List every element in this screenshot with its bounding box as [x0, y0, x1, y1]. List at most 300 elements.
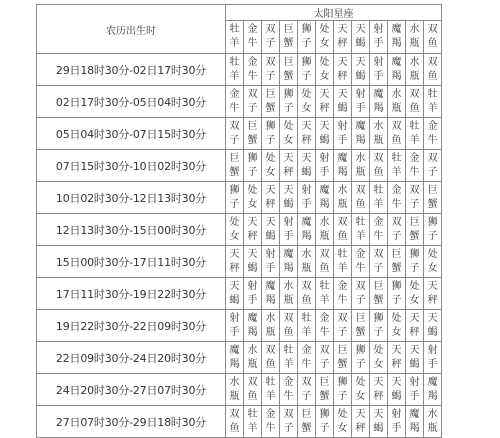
sign-label: 金牛 — [409, 152, 420, 178]
header-sign-cell — [388, 21, 406, 54]
sign-label: 双子 — [409, 184, 420, 210]
sign-cell — [262, 118, 280, 150]
sign-label: 魔羯 — [319, 184, 330, 210]
sign-cell — [406, 182, 424, 214]
sign-cell — [352, 182, 370, 214]
sign-label: 牡羊 — [229, 56, 240, 82]
table-row — [37, 342, 442, 374]
sign-cell — [388, 310, 406, 342]
sign-cell — [280, 118, 298, 150]
lunar-time-range: 07日15时30分-10日02时30分 — [37, 150, 226, 182]
zodiac-table — [36, 4, 442, 438]
sign-label: 魔羯 — [373, 88, 384, 114]
header-sign-cell — [226, 21, 244, 54]
sign-cell — [226, 310, 244, 342]
sign-label: 射手 — [265, 248, 276, 274]
sign-label: 天蝎 — [391, 376, 402, 402]
sign-label: 处女 — [409, 280, 420, 306]
sign-label: 处女 — [319, 56, 330, 82]
sign-cell — [316, 342, 334, 374]
sign-cell — [262, 54, 280, 86]
sign-cell — [244, 150, 262, 182]
sign-label: 射手 — [337, 120, 348, 146]
sign-label: 处女 — [265, 152, 276, 178]
sign-label: 天秤 — [301, 120, 312, 146]
sign-cell — [424, 342, 442, 374]
sign-label: 狮子 — [355, 344, 366, 370]
sign-cell — [334, 214, 352, 246]
sign-cell — [388, 86, 406, 118]
sign-cell — [370, 86, 388, 118]
sign-cell — [406, 214, 424, 246]
sign-label: 天蝎 — [265, 216, 276, 242]
sign-label: 双鱼 — [283, 312, 294, 338]
sign-cell — [244, 86, 262, 118]
sign-label: 双子 — [337, 312, 348, 338]
sign-label: 射手 — [319, 152, 330, 178]
sign-cell — [406, 310, 424, 342]
sign-cell — [226, 342, 244, 374]
sign-label: 金牛 — [301, 344, 312, 370]
sign-label: 狮子 — [283, 88, 294, 114]
sign-label: 牡羊 — [319, 280, 330, 306]
table-header — [37, 5, 442, 54]
sign-label: 天秤 — [391, 344, 402, 370]
sign-cell — [334, 118, 352, 150]
sign-label: 金牛 — [265, 408, 276, 434]
sign-cell — [424, 406, 442, 438]
sign-cell — [334, 54, 352, 86]
sign-label: 天秤 — [319, 88, 330, 114]
sign-cell — [262, 406, 280, 438]
sign-cell — [352, 342, 370, 374]
sign-cell — [406, 86, 424, 118]
sign-label: 天蝎 — [247, 248, 258, 274]
sign-cell — [424, 214, 442, 246]
lunar-time-range: 29日18时30分-02日17时30分 — [37, 54, 226, 86]
sign-cell — [280, 342, 298, 374]
sign-cell — [298, 406, 316, 438]
lunar-time-range: 19日22时30分-22日09时30分 — [37, 310, 226, 342]
sign-label: 巨蟹 — [247, 120, 258, 146]
sign-label: 金牛 — [391, 184, 402, 210]
sign-label: 巨蟹 — [265, 88, 276, 114]
sign-cell — [226, 54, 244, 86]
header-sign-cell — [316, 21, 334, 54]
header-sign-cell — [298, 21, 316, 54]
sign-cell — [388, 374, 406, 406]
sign-label: 巨蟹 — [229, 152, 240, 178]
sign-cell — [370, 310, 388, 342]
table-row — [37, 278, 442, 310]
sign-cell — [280, 54, 298, 86]
sign-cell — [352, 278, 370, 310]
sign-label: 双鱼 — [409, 88, 420, 114]
sign-cell — [316, 118, 334, 150]
sign-label: 金牛 — [229, 88, 240, 114]
sign-label: 双鱼 — [391, 120, 402, 146]
sign-label: 水瓶 — [319, 216, 330, 242]
header-sign-label: 魔羯 — [391, 24, 402, 49]
sign-cell — [406, 118, 424, 150]
sign-label: 魔羯 — [409, 408, 420, 434]
header-sign-label: 双子 — [265, 24, 276, 49]
sign-cell — [262, 310, 280, 342]
sign-label: 牡羊 — [301, 312, 312, 338]
sign-label: 牡羊 — [247, 408, 258, 434]
sign-cell — [316, 86, 334, 118]
sign-cell — [352, 246, 370, 278]
sign-cell — [316, 310, 334, 342]
sign-cell — [226, 374, 244, 406]
sign-label: 天蝎 — [229, 280, 240, 306]
sign-label: 双鱼 — [301, 280, 312, 306]
sign-label: 双子 — [247, 88, 258, 114]
header-sign-cell — [244, 21, 262, 54]
sign-label: 射手 — [229, 312, 240, 338]
sign-label: 牡羊 — [427, 88, 438, 114]
sign-label: 狮子 — [373, 312, 384, 338]
sign-label: 天蝎 — [301, 152, 312, 178]
sign-label: 天秤 — [229, 248, 240, 274]
sign-label: 狮子 — [427, 216, 438, 242]
sign-cell — [280, 86, 298, 118]
table-row — [37, 374, 442, 406]
sign-cell — [388, 214, 406, 246]
header-sign-cell — [370, 21, 388, 54]
sign-cell — [424, 118, 442, 150]
lunar-time-range: 22日09时30分-24日20时30分 — [37, 342, 226, 374]
sign-label: 射手 — [301, 184, 312, 210]
table-row — [37, 86, 442, 118]
sign-label: 金牛 — [427, 120, 438, 146]
sign-label: 牡羊 — [391, 152, 402, 178]
sign-label: 金牛 — [319, 312, 330, 338]
sign-label: 射手 — [409, 376, 420, 402]
sign-cell — [262, 182, 280, 214]
sign-label: 天蝎 — [283, 184, 294, 210]
sign-cell — [280, 278, 298, 310]
sign-cell — [406, 54, 424, 86]
sign-label: 天蝎 — [427, 312, 438, 338]
sign-label: 天秤 — [265, 184, 276, 210]
sign-label: 金牛 — [283, 376, 294, 402]
sign-cell — [406, 278, 424, 310]
sign-cell — [226, 278, 244, 310]
sign-cell — [316, 182, 334, 214]
sign-cell — [370, 182, 388, 214]
sign-cell — [280, 214, 298, 246]
sign-cell — [388, 150, 406, 182]
sign-label: 射手 — [247, 280, 258, 306]
sign-cell — [244, 118, 262, 150]
sign-label: 魔羯 — [301, 216, 312, 242]
sign-label: 牡羊 — [373, 184, 384, 210]
sign-label: 双子 — [319, 344, 330, 370]
sign-label: 狮子 — [319, 408, 330, 434]
sign-cell — [262, 246, 280, 278]
sign-label: 处女 — [355, 376, 366, 402]
sign-label: 天蝎 — [409, 344, 420, 370]
sign-label: 魔羯 — [265, 280, 276, 306]
sign-label: 牡羊 — [283, 344, 294, 370]
sign-label: 双鱼 — [229, 408, 240, 434]
sign-label: 双鱼 — [265, 344, 276, 370]
sign-label: 处女 — [247, 184, 258, 210]
sign-cell — [406, 406, 424, 438]
sign-label: 处女 — [229, 216, 240, 242]
sign-cell — [424, 310, 442, 342]
sign-label: 水瓶 — [229, 376, 240, 402]
sign-cell — [352, 86, 370, 118]
sign-label: 水瓶 — [265, 312, 276, 338]
lunar-time-range: 10日02时30分-12日13时30分 — [37, 182, 226, 214]
sign-label: 水瓶 — [427, 408, 438, 434]
sign-cell — [298, 182, 316, 214]
sign-label: 处女 — [427, 248, 438, 274]
sign-label: 双子 — [301, 376, 312, 402]
header-sign-label: 牡羊 — [229, 24, 240, 49]
sign-cell — [334, 86, 352, 118]
sign-cell — [388, 246, 406, 278]
sign-cell — [262, 214, 280, 246]
sign-cell — [226, 406, 244, 438]
sign-cell — [370, 118, 388, 150]
sign-cell — [280, 246, 298, 278]
sun-sign-header: 太阳星座 — [226, 5, 442, 21]
table-row — [37, 310, 442, 342]
sign-label: 天蝎 — [355, 56, 366, 82]
sign-label: 双子 — [265, 56, 276, 82]
sign-cell — [280, 406, 298, 438]
sign-cell — [244, 342, 262, 374]
sign-label: 魔羯 — [391, 56, 402, 82]
header-sign-cell — [334, 21, 352, 54]
sign-cell — [226, 118, 244, 150]
sign-cell — [370, 406, 388, 438]
sign-label: 狮子 — [409, 248, 420, 274]
table-row — [37, 118, 442, 150]
sign-cell — [244, 182, 262, 214]
table-body — [37, 54, 442, 438]
sign-cell — [334, 342, 352, 374]
sign-cell — [424, 150, 442, 182]
sign-cell — [280, 374, 298, 406]
sign-cell — [424, 278, 442, 310]
sign-cell — [316, 54, 334, 86]
sign-label: 处女 — [373, 344, 384, 370]
sign-cell — [226, 86, 244, 118]
sign-cell — [352, 150, 370, 182]
sign-cell — [244, 54, 262, 86]
lunar-time-range: 17日11时30分-19日22时30分 — [37, 278, 226, 310]
sign-label: 水瓶 — [337, 184, 348, 210]
sign-label: 狮子 — [265, 120, 276, 146]
sign-label: 牡羊 — [355, 216, 366, 242]
sign-cell — [298, 342, 316, 374]
sign-cell — [406, 150, 424, 182]
sign-cell — [370, 278, 388, 310]
sign-cell — [406, 342, 424, 374]
sign-label: 狮子 — [229, 184, 240, 210]
sign-label: 魔羯 — [355, 120, 366, 146]
sign-label: 巨蟹 — [319, 376, 330, 402]
lunar-time-range: 02日17时30分-05日04时30分 — [37, 86, 226, 118]
sign-cell — [280, 182, 298, 214]
sign-label: 巨蟹 — [355, 312, 366, 338]
sign-cell — [244, 406, 262, 438]
sign-label: 巨蟹 — [283, 56, 294, 82]
sign-cell — [388, 182, 406, 214]
sign-cell — [352, 310, 370, 342]
sign-cell — [244, 278, 262, 310]
sign-label: 双子 — [283, 408, 294, 434]
sign-cell — [280, 150, 298, 182]
sign-label: 天秤 — [337, 56, 348, 82]
sign-cell — [424, 374, 442, 406]
sign-label: 双子 — [229, 120, 240, 146]
sign-label: 狮子 — [247, 152, 258, 178]
header-sign-label: 射手 — [373, 24, 384, 49]
sign-label: 巨蟹 — [409, 216, 420, 242]
sign-cell — [244, 246, 262, 278]
sign-cell — [226, 214, 244, 246]
header-sign-cell — [352, 21, 370, 54]
sign-label: 双鱼 — [373, 152, 384, 178]
sign-label: 双鱼 — [355, 184, 366, 210]
sign-cell — [406, 246, 424, 278]
sign-cell — [352, 214, 370, 246]
sign-cell — [244, 310, 262, 342]
sign-label: 水瓶 — [301, 248, 312, 274]
sign-label: 巨蟹 — [427, 184, 438, 210]
sign-cell — [298, 54, 316, 86]
sign-cell — [298, 278, 316, 310]
sign-label: 牡羊 — [337, 248, 348, 274]
sign-cell — [334, 310, 352, 342]
lunar-time-range: 05日04时30分-07日15时30分 — [37, 118, 226, 150]
sign-cell — [388, 342, 406, 374]
sign-cell — [298, 214, 316, 246]
sign-label: 水瓶 — [355, 152, 366, 178]
header-row-top — [37, 5, 442, 21]
sign-label: 双子 — [427, 152, 438, 178]
sign-label: 狮子 — [391, 280, 402, 306]
sign-cell — [388, 118, 406, 150]
sign-label: 水瓶 — [409, 56, 420, 82]
sign-label: 双子 — [373, 248, 384, 274]
sign-cell — [298, 118, 316, 150]
table-row — [37, 246, 442, 278]
sign-label: 处女 — [391, 312, 402, 338]
sign-cell — [370, 342, 388, 374]
header-sign-label: 处女 — [319, 24, 330, 49]
header-sign-cell — [280, 21, 298, 54]
sign-cell — [316, 374, 334, 406]
sign-label: 水瓶 — [373, 120, 384, 146]
sign-cell — [262, 278, 280, 310]
sign-cell — [298, 150, 316, 182]
sign-cell — [352, 118, 370, 150]
sign-cell — [316, 214, 334, 246]
sign-cell — [388, 406, 406, 438]
sign-cell — [334, 150, 352, 182]
sign-label: 天蝎 — [337, 88, 348, 114]
header-sign-cell — [424, 21, 442, 54]
sign-cell — [262, 374, 280, 406]
table-row — [37, 54, 442, 86]
sign-label: 牡羊 — [409, 120, 420, 146]
sign-label: 天蝎 — [319, 120, 330, 146]
sign-label: 水瓶 — [391, 88, 402, 114]
sign-label: 魔羯 — [283, 248, 294, 274]
sign-label: 狮子 — [337, 376, 348, 402]
sign-label: 射手 — [391, 408, 402, 434]
lunar-time-range: 15日00时30分-17日11时30分 — [37, 246, 226, 278]
sign-label: 双鱼 — [427, 56, 438, 82]
sign-label: 处女 — [337, 408, 348, 434]
sign-label: 双鱼 — [319, 248, 330, 274]
sign-cell — [370, 54, 388, 86]
sign-label: 水瓶 — [283, 280, 294, 306]
sign-label: 魔羯 — [229, 344, 240, 370]
header-sign-label: 天秤 — [337, 24, 348, 49]
sign-cell — [424, 246, 442, 278]
sign-cell — [334, 374, 352, 406]
lunar-time-range: 27日07时30分-29日18时30分 — [37, 406, 226, 438]
header-sign-label: 巨蟹 — [283, 24, 294, 49]
table-row — [37, 214, 442, 246]
sign-cell — [370, 374, 388, 406]
sign-cell — [280, 310, 298, 342]
sign-cell — [388, 54, 406, 86]
sign-label: 天秤 — [427, 280, 438, 306]
header-sign-label: 水瓶 — [409, 24, 420, 49]
sign-label: 射手 — [283, 216, 294, 242]
sign-cell — [226, 246, 244, 278]
sign-label: 巨蟹 — [391, 248, 402, 274]
sign-cell — [370, 246, 388, 278]
sign-label: 巨蟹 — [301, 408, 312, 434]
sign-cell — [334, 406, 352, 438]
lunar-birth-time-header: 农历出生时 — [37, 5, 226, 54]
table-row — [37, 406, 442, 438]
sign-cell — [406, 374, 424, 406]
sign-label: 天秤 — [355, 408, 366, 434]
sign-cell — [316, 406, 334, 438]
sign-label: 水瓶 — [247, 344, 258, 370]
sign-cell — [352, 374, 370, 406]
sign-cell — [334, 246, 352, 278]
sign-label: 金牛 — [373, 216, 384, 242]
sign-label: 金牛 — [355, 248, 366, 274]
header-sign-label: 金牛 — [247, 24, 258, 49]
sign-cell — [298, 246, 316, 278]
sign-cell — [244, 214, 262, 246]
lunar-time-range: 12日13时30分-15日00时30分 — [37, 214, 226, 246]
sign-label: 狮子 — [301, 56, 312, 82]
sign-label: 魔羯 — [337, 152, 348, 178]
sign-label: 处女 — [301, 88, 312, 114]
sign-cell — [334, 278, 352, 310]
lunar-time-range: 24日20时30分-27日07时30分 — [37, 374, 226, 406]
sign-label: 双鱼 — [337, 216, 348, 242]
sign-label: 天蝎 — [373, 408, 384, 434]
sign-label: 处女 — [283, 120, 294, 146]
sign-label: 双子 — [391, 216, 402, 242]
sign-label: 射手 — [355, 88, 366, 114]
sign-cell — [298, 86, 316, 118]
